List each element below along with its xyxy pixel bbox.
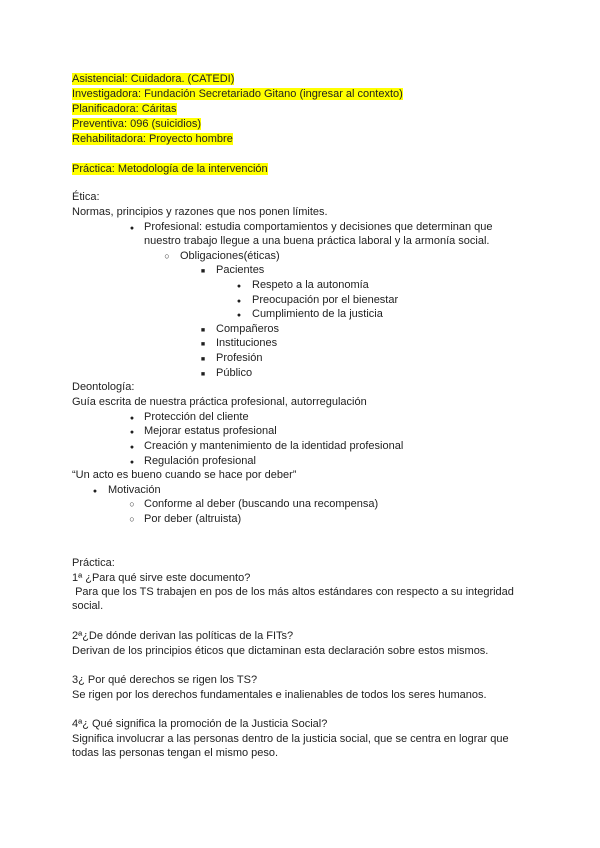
question-4: 4ª¿ Qué significa la promoción de la Justicia Social? <box>72 718 328 730</box>
list-item: Regulación profesional <box>144 455 256 467</box>
list-item: Creación y mantenimiento de la identidad profesional <box>144 440 404 452</box>
list-item: Mejorar estatus profesional <box>144 425 277 437</box>
deontologia-heading: Deontología: <box>72 381 135 393</box>
bullet-dot-icon <box>90 483 100 499</box>
list-item: Por deber (altruista) <box>144 513 242 525</box>
etica-heading: Ética: <box>72 191 100 203</box>
obligaciones-item: Obligaciones(éticas) <box>180 250 280 262</box>
bullet-dot-icon <box>127 220 137 236</box>
answer-1: Para que los TS trabajen en pos de los más altos estándares con respecto a su integridad social. <box>72 586 517 612</box>
bullet-square-icon <box>198 366 208 382</box>
bullet-dot-icon <box>127 424 137 440</box>
bullet-circle-icon <box>127 497 137 511</box>
deontologia-quote: “Un acto es bueno cuando se hace por deber” <box>72 469 297 481</box>
list-item: Público <box>216 367 253 379</box>
bullet-dot-icon <box>127 439 137 455</box>
question-2: 2ª¿De dónde derivan las políticas de la FITs? <box>72 630 294 642</box>
bullet-dot-icon <box>234 307 244 323</box>
role-asistencial: Asistencial: Cuidadora. (CATEDI) <box>72 73 235 85</box>
bullet-square-icon <box>198 263 208 279</box>
list-item: Cumplimiento de la justicia <box>252 308 383 320</box>
etica-definition: Normas, principios y razones que nos ponen límites. <box>72 206 328 218</box>
bullet-dot-icon <box>234 278 244 294</box>
motivacion-item: Motivación <box>108 484 161 496</box>
answer-3: Se rigen por los derechos fundamentales e inalienables de todos los seres humanos. <box>72 689 487 701</box>
deontologia-definition: Guía escrita de nuestra práctica profesional, autorregulación <box>72 396 367 408</box>
question-1: 1ª ¿Para qué sirve este documento? <box>72 572 251 584</box>
role-planificadora: Planificadora: Cáritas <box>72 103 177 115</box>
role-rehabilitadora: Rehabilitadora: Proyecto hombre <box>72 133 233 145</box>
pacientes-item: Pacientes <box>216 264 265 276</box>
list-item: Compañeros <box>216 323 279 335</box>
list-item: Instituciones <box>216 337 278 349</box>
role-investigadora: Investigadora: Fundación Secretariado Gitano (ingresar al contexto) <box>72 88 403 100</box>
practica-heading: Práctica: <box>72 557 115 569</box>
bullet-circle-icon <box>162 249 172 263</box>
list-item: Profesión <box>216 352 263 364</box>
profesional-line-1: Profesional: estudia comportamientos y decisiones que determinan que <box>144 221 493 233</box>
bullet-square-icon <box>198 351 208 367</box>
role-preventiva: Preventiva: 096 (suicidios) <box>72 118 202 130</box>
bullet-square-icon <box>198 336 208 352</box>
profesional-line-2: nuestro trabajo llegue a una buena práctica laboral y la armonía social. <box>144 235 490 247</box>
list-item: Protección del cliente <box>144 411 249 423</box>
bullet-circle-icon <box>127 512 137 526</box>
list-item: Preocupación por el bienestar <box>252 294 399 306</box>
list-item: Respeto a la autonomía <box>252 279 369 291</box>
answer-4: Significa involucrar a las personas dentro de la justicia social, que se centra en lograr que todas las personas tengan el mismo peso. <box>72 733 509 759</box>
question-3: 3¿ Por qué derechos se rigen los TS? <box>72 674 258 686</box>
list-item: Conforme al deber (buscando una recompensa) <box>144 498 379 510</box>
practica-title: Práctica: Metodología de la intervención <box>72 163 268 175</box>
answer-2: Derivan de los principios éticos que dictaminan esta declaración sobre estos mismos. <box>72 645 489 657</box>
